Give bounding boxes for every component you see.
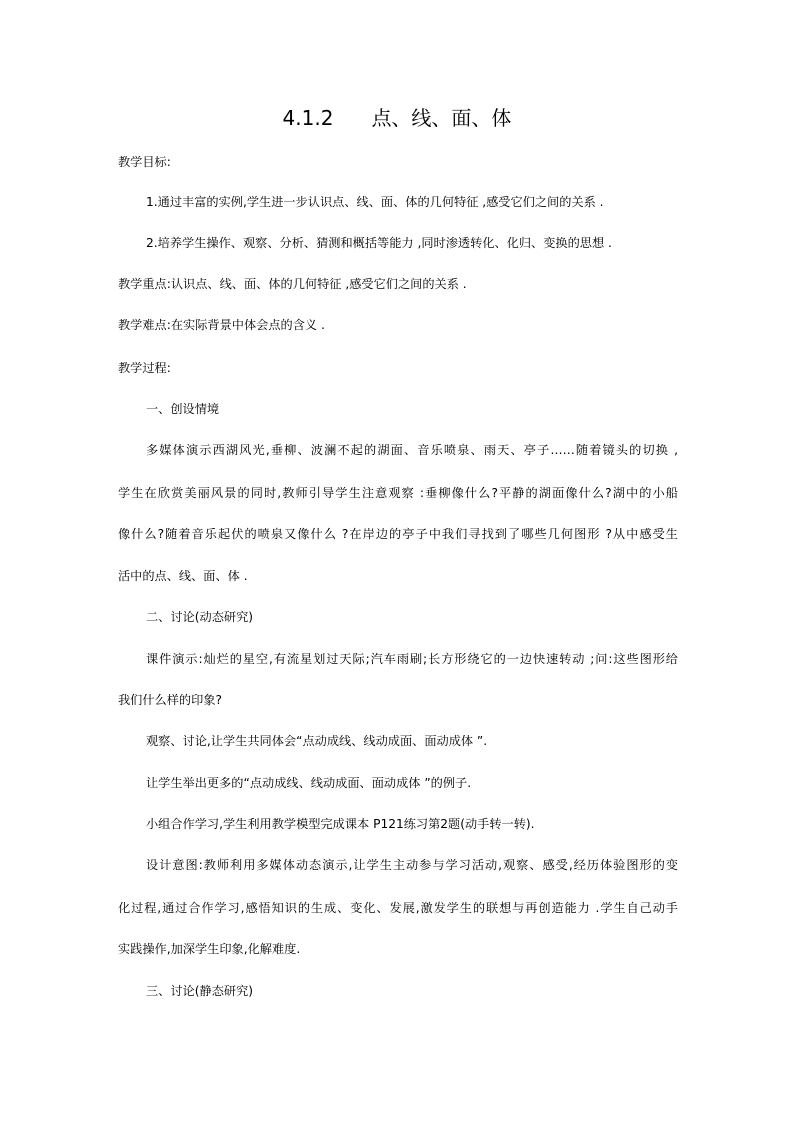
section-3-heading: 三、讨论(静态研究) xyxy=(146,984,254,998)
page-title xyxy=(0,104,794,132)
difficult-points: 教学难点:在实际背景中体会点的含义 . xyxy=(118,318,325,332)
paragraph-line: 活中的点、线、面、体 . xyxy=(118,569,248,583)
goal-2: 2.培养学生操作、观察、分析、猜测和概括等能力 ,同时渗透转化、化归、变换的思想 . xyxy=(146,236,612,250)
teaching-goals-heading: 教学目标: xyxy=(118,155,171,169)
paragraph-line: 让学生举出更多的“点动成线、线动成面、面动成体 ”的例子. xyxy=(146,776,472,790)
paragraph-line: 设计意图:教师利用多媒体动态演示,让学生主动参与学习活动,观察、感受,经历体验图形的变 xyxy=(146,858,678,872)
section-title: 点、线、面、体 xyxy=(371,106,512,130)
paragraph-line: 课件演示:灿烂的星空,有流星划过天际;汽车雨刷;长方形绕它的一边快速转动 ;问:这些图形给 xyxy=(146,652,678,666)
section-1-heading: 一、创设情境 xyxy=(146,402,220,416)
goal-1: 1.通过丰富的实例,学生进一步认识点、线、面、体的几何特征 ,感受它们之间的关系 . xyxy=(146,195,604,209)
paragraph-line: 我们什么样的印象? xyxy=(118,693,222,707)
paragraph-line: 小组合作学习,学生利用教学模型完成课本 P121练习第2题(动手转一转). xyxy=(146,817,535,831)
paragraph-line: 化过程,通过合作学习,感悟知识的生成、变化、发展,激发学生的联想与再创造能力 .学生自己动手 xyxy=(118,901,678,915)
key-points: 教学重点:认识点、线、面、体的几何特征 ,感受它们之间的关系 . xyxy=(118,277,467,291)
paragraph-line: 观察、讨论,让学生共同体会“点动成线、线动成面、面动成体 ”. xyxy=(146,734,488,748)
paragraph-line: 实践操作,加深学生印象,化解难度. xyxy=(118,942,301,956)
section-number: 4.1.2 xyxy=(282,106,334,130)
teaching-process-heading: 教学过程: xyxy=(118,361,171,375)
section-2-heading: 二、讨论(动态研究) xyxy=(146,610,254,624)
paragraph-line: 像什么?随着音乐起伏的喷泉又像什么 ?在岸边的亭子中我们寻找到了哪些几何图形 ?从中感受生 xyxy=(118,527,678,541)
paragraph-line: 多媒体演示西湖风光,垂柳、波澜不起的湖面、音乐喷泉、雨天、亭子……随着镜头的切换 , xyxy=(146,443,678,457)
paragraph-line: 学生在欣赏美丽风景的同时,教师引导学生注意观察 :垂柳像什么?平静的湖面像什么?湖中的小船 xyxy=(118,486,678,500)
